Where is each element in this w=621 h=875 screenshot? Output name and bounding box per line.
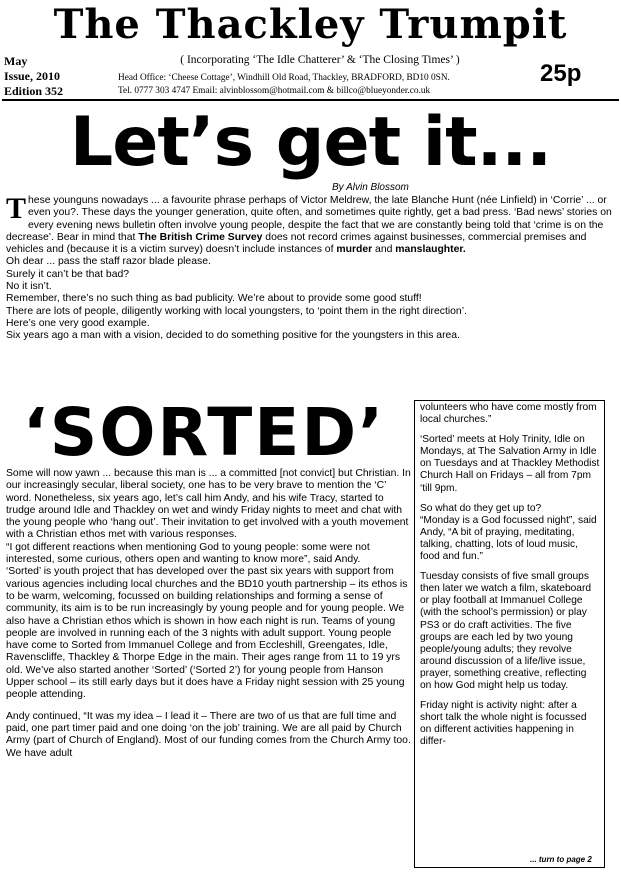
byline: By Alvin Blossom — [332, 182, 409, 193]
sidebar-paragraph: “Monday is a God focussed night”, said Andy, “A bit of praying, meditating, talking, chatting, lots of loud music, food and fun.” — [420, 514, 597, 563]
intro-line: Six years ago a man with a vision, decided to do something positive for the youngsters in this area. — [6, 330, 460, 342]
intro-line: Oh dear ... pass the staff razor blade please. — [6, 256, 211, 268]
intro-line: Remember, there’s no such thing as bad publicity. We’re about to provide some good stuff! — [6, 293, 422, 305]
head-office: Head Office: ‘Cheese Cottage’, Windhill Old Road, Thackley, BRADFORD, BD10 0SN. — [118, 73, 450, 83]
intro-line: Surely it can’t be that bad? — [6, 268, 130, 280]
sidebar-text — [420, 402, 600, 748]
intro-paragraph: These younguns nowadays ... a favourite phrase perhaps of Victor Meldrew, the late Blanche Hunt (née Linfield) in ‘Corrie’ ... or even you?. These days the younger generation, quite often, and sometimes quite rightly, get a bad press. ‘Bad news’ stories on every evening news bulletin often involve young people, despite the fact that we are constantly being told that ‘crime is on the decrease’. Bear in mind that The British Crime Survey does not record crimes against businesses, commercial premises and vehicles and (because it is a victim survey) doesn’t include instances of murder and manslaughter. — [6, 192, 612, 256]
office-info — [118, 72, 528, 98]
sidebar-paragraph: Friday night is activity night: after a short talk the whole night is focussed on different activities happening in differ- — [420, 700, 587, 748]
main-paragraph: Andy continued, “It was my idea – I lead it – There are two of us that are full time and paid, one part timer paid and one doing ‘on the job’ training. We are all paid by Church Army (part of Church of England). Most of our funding comes from the Church Army too. We have adult — [6, 710, 411, 759]
drop-cap: T — [6, 192, 27, 225]
headline: Let’s get it... — [69, 103, 552, 182]
masthead-rule — [2, 99, 619, 101]
main-paragraph: “I got different reactions when mentioning God to young people: some were not interested, some curious, others open and wanting to know more”, said Andy. — [6, 541, 370, 566]
issue-year: Issue, 2010 — [4, 69, 61, 83]
edition-number: Edition 352 — [4, 84, 64, 98]
incorporating-line: ( Incorporating ‘The Idle Chatterer’ & ‘The Closing Times’ ) — [180, 54, 460, 66]
price: 25p — [540, 60, 582, 87]
main-paragraph: ‘Sorted’ is youth project that has developed over the past six years with support from various agencies including local churches and the BD10 youth partnership – its ethos is to be warm, welcoming, focussed on building relationships and forming a sense of community, its aim is to be run increasingly by young people and for young people. We also have a Christian ethos which is shown in how each night is run. Teams of young people are involved in running each of the 3 nights with adult support. Young people have come to Sorted from Immanuel College and from Eccleshill, Greengates, Idle, Ravenscliffe, Thackley & Thorpe Edge in the main. Their ages range from 11 to 19 yrs old. We’ve also started another ‘Sorted’ (‘Sorted 2’) for young people from Hanson Upper school – its still early days but it does have a Friday night session with 25 young people attending. — [6, 566, 408, 701]
edition-info — [4, 54, 90, 99]
sidebar-paragraph: ‘Sorted’ meets at Holy Trinity, Idle on Mondays, at The Salvation Army in Idle on Tuesdays and at Thackley Methodist Church Hall on Fridays – all from 7pm ‘till 9pm. — [420, 434, 600, 494]
intro-text — [6, 192, 614, 343]
section-title-sorted: ‘SORTED’ — [22, 394, 386, 471]
masthead-title: The Thackley Trumpit — [53, 1, 568, 48]
intro-line: No it isn’t. — [6, 281, 52, 293]
turn-to-page-link[interactable]: ... turn to page 2 — [530, 855, 592, 864]
issue-month: May — [4, 54, 28, 68]
intro-line: Here’s one very good example. — [6, 317, 150, 329]
intro-line: There are lots of people, diligently working with local youngsters, to ‘point them in the right direction’. — [6, 305, 467, 317]
main-paragraph: Some will now yawn ... because this man is ... a committed [not convict] but Christian. In our increasingly secular, liberal society, one has to be very brave to mention the ‘C’ word. Nonetheless, six years ago, let’s call him Andy, and his wife Tracy, started to trudge around Idle and Thackley on wet and windy Friday nights to meet and chat with the young people who ‘hang out’. Their invitation to get involved with a youth movement with a Christian ethos met with various responses. — [6, 468, 411, 541]
sidebar-paragraph: Tuesday consists of five small groups then later we watch a film, skateboard or play football at Immanuel College (with the school’s permission) or play PS3 or do craft activities. The five groups are each led by two young people/young adults; they revolve around discussion of a life/live issue, prayer, something creative, reflecting on how God might help us today. — [420, 571, 592, 691]
sidebar-paragraph: volunteers who have come mostly from local churches.” — [420, 402, 597, 426]
contact-details: Tel. 0777 303 4747 Email: alvinblossom@hotmail.com & billco@blueyonder.co.uk — [118, 86, 431, 96]
main-column — [6, 468, 411, 760]
sidebar-paragraph: So what do they get up to? — [420, 502, 542, 514]
